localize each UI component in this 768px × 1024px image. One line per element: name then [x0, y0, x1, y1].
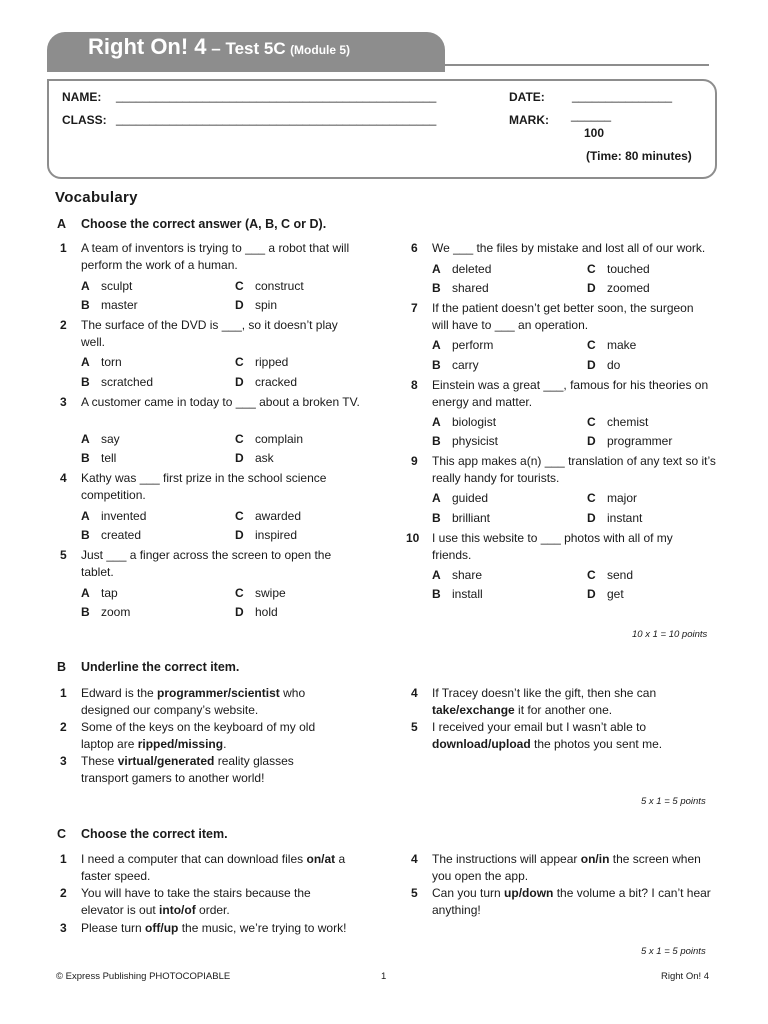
question-number: 3 [60, 395, 67, 409]
title-test: – Test 5C [206, 39, 286, 58]
question-text: Kathy was ___ first prize in the school science competition. [81, 471, 327, 502]
choice[interactable]: into/of [159, 903, 196, 917]
choose-item-3: 3 Please turn off/up the music, we’re trying to work! [60, 921, 347, 935]
question-number: 1 [60, 241, 67, 255]
underline-choice[interactable]: take/exchange [432, 703, 515, 717]
question-text: Einstein was a great ___, famous for his theories on energy and matter. [432, 378, 709, 409]
option-d[interactable]: D spin [235, 298, 278, 312]
question-10 [406, 530, 716, 566]
name-label: NAME: [62, 90, 102, 104]
part-c-letter: C [57, 827, 67, 841]
question-text: A team of inventors is trying to ___ a robot that will perform the work of a human. [81, 241, 350, 272]
option-a[interactable]: A tap [81, 586, 118, 600]
option-c[interactable]: C send [587, 568, 634, 582]
part-b-instruction [57, 660, 239, 674]
option-c[interactable]: C chemist [587, 415, 649, 429]
option-a[interactable]: A deleted [432, 262, 492, 276]
option-a[interactable]: A guided [432, 491, 489, 505]
choice[interactable]: on/at [306, 852, 336, 866]
option-c[interactable]: C swipe [235, 586, 286, 600]
choose-item-2: 2 You will have to take the stairs because the elevator is out into/of order. [60, 886, 311, 917]
option-d[interactable]: D programmer [587, 434, 673, 448]
option-d[interactable]: D do [587, 358, 621, 372]
section-title: Vocabulary [55, 189, 138, 206]
question-8 [411, 377, 721, 413]
question-number: 9 [411, 454, 418, 468]
choose-item-4: 4 The instructions will appear on/in the screen when you open the app. [411, 852, 701, 883]
underline-choice[interactable]: ripped/missing [137, 737, 224, 751]
question-number: 2 [60, 318, 67, 332]
option-b[interactable]: B carry [432, 358, 479, 372]
question-text: If the patient doesn’t get better soon, the surgeon will have to ___ an operation. [432, 301, 694, 332]
question-text: I use this website to ___ photos with all of my friends. [432, 531, 673, 562]
mark-label: MARK: [509, 113, 549, 127]
footer-book-title: Right On! 4 [661, 971, 710, 982]
class-field[interactable]: ________________________________________________ [116, 112, 437, 126]
time-limit: (Time: 80 minutes) [586, 149, 692, 163]
question-number: 10 [406, 531, 420, 545]
question-2 [60, 317, 360, 353]
mark-total: 100 [584, 126, 605, 140]
option-d[interactable]: D ask [235, 451, 274, 465]
option-d[interactable]: D cracked [235, 375, 298, 389]
option-a[interactable]: A invented [81, 509, 147, 523]
question-1 [60, 240, 360, 276]
part-a-letter: A [57, 217, 67, 231]
option-b[interactable]: B created [81, 528, 142, 542]
question-text: This app makes a(n) ___ translation of any text so it’s really handy for tourists. [432, 454, 716, 485]
option-b[interactable]: B shared [432, 281, 489, 295]
option-b[interactable]: B scratched [81, 375, 154, 389]
part-b-letter: B [57, 660, 67, 674]
option-c[interactable]: C construct [235, 279, 304, 293]
option-c[interactable]: C make [587, 338, 637, 352]
question-number: 8 [411, 378, 418, 392]
option-a[interactable]: A biologist [432, 415, 497, 429]
part-a-points: 10 x 1 = 10 points [632, 629, 708, 640]
option-b[interactable]: B physicist [432, 434, 499, 448]
part-a-instruction [57, 217, 326, 231]
title-main: Right On! 4 [88, 34, 207, 59]
underline-item-4: 4 If Tracey doesn’t like the gift, then she can take/exchange it for another one. [411, 686, 657, 717]
question-7 [411, 300, 711, 336]
question-text: Just ___ a finger across the screen to open the tablet. [81, 548, 332, 579]
option-b[interactable]: B tell [81, 451, 117, 465]
part-c-instruction [57, 827, 228, 841]
page-title [88, 34, 350, 60]
underline-item-3: 3 These virtual/generated reality glasses transport gamers to another world! [60, 754, 294, 785]
choice[interactable]: on/in [580, 852, 610, 866]
choice[interactable]: off/up [145, 921, 179, 935]
option-a[interactable]: A share [432, 568, 483, 582]
question-5 [60, 547, 365, 583]
option-b[interactable]: B zoom [81, 605, 131, 619]
title-module: (Module 5) [290, 43, 351, 57]
option-d[interactable]: D instant [587, 511, 643, 525]
question-number: 7 [411, 301, 418, 315]
question-number: 6 [411, 241, 418, 255]
part-c-text: Choose the correct item. [81, 827, 228, 841]
underline-choice[interactable]: virtual/generated [117, 754, 215, 768]
underline-item-1: 1 Edward is the programmer/scientist who designed our company’s website. [60, 686, 306, 717]
option-b[interactable]: B master [81, 298, 138, 312]
option-d[interactable]: D hold [235, 605, 278, 619]
part-a-text: Choose the correct answer (A, B, C or D). [81, 217, 327, 231]
option-a[interactable]: A sculpt [81, 279, 133, 293]
option-a[interactable]: A torn [81, 355, 122, 369]
class-label: CLASS: [62, 113, 107, 127]
part-c-points: 5 x 1 = 5 points [641, 946, 706, 957]
option-a[interactable]: A say [81, 432, 120, 446]
question-number: 5 [60, 548, 67, 562]
choose-item-1: 1 I need a computer that can download files on/at a faster speed. [60, 852, 346, 883]
mark-field[interactable]: ______ [571, 108, 612, 122]
question-number: 4 [60, 471, 67, 485]
option-b[interactable]: B install [432, 587, 483, 601]
option-d[interactable]: D zoomed [587, 281, 650, 295]
choice[interactable]: up/down [504, 886, 554, 900]
option-c[interactable]: C ripped [235, 355, 289, 369]
option-a[interactable]: A perform [432, 338, 494, 352]
part-b-text: Underline the correct item. [81, 660, 240, 674]
option-d[interactable]: D get [587, 587, 624, 601]
question-6 [411, 240, 721, 258]
question-4 [60, 470, 360, 506]
underline-choice[interactable]: programmer/scientist [157, 686, 280, 700]
option-c[interactable]: C complain [235, 432, 304, 446]
option-b[interactable]: B brilliant [432, 511, 491, 525]
footer-page-number: 1 [381, 971, 387, 982]
option-c[interactable]: C touched [587, 262, 650, 276]
underline-item-2: 2 Some of the keys on the keyboard of my old laptop are ripped/missing. [60, 720, 316, 751]
underline-choice[interactable]: download/upload [432, 737, 531, 751]
question-9 [411, 453, 721, 489]
question-text: The surface of the DVD is ___, so it doesn’t play well. [81, 318, 338, 349]
question-text: A customer came in today to ___ about a broken TV. [81, 395, 360, 409]
part-b-points: 5 x 1 = 5 points [641, 796, 706, 807]
date-field[interactable]: _______________ [572, 89, 673, 103]
choose-item-5: 5 Can you turn up/down the volume a bit? I can’t hear anything! [411, 886, 711, 917]
option-c[interactable]: C awarded [235, 509, 302, 523]
option-c[interactable]: C major [587, 491, 638, 505]
title-underline [47, 64, 709, 66]
name-field[interactable]: ________________________________________________ [116, 89, 437, 103]
footer-copyright: © Express Publishing PHOTOCOPIABLE [56, 971, 231, 982]
option-d[interactable]: D inspired [235, 528, 298, 542]
question-3 [60, 394, 360, 430]
question-text: We ___ the files by mistake and lost all of our work. [432, 241, 706, 255]
underline-item-5: 5 I received your email but I wasn’t able to download/upload the photos you sent me. [411, 720, 663, 751]
date-label: DATE: [509, 90, 545, 104]
